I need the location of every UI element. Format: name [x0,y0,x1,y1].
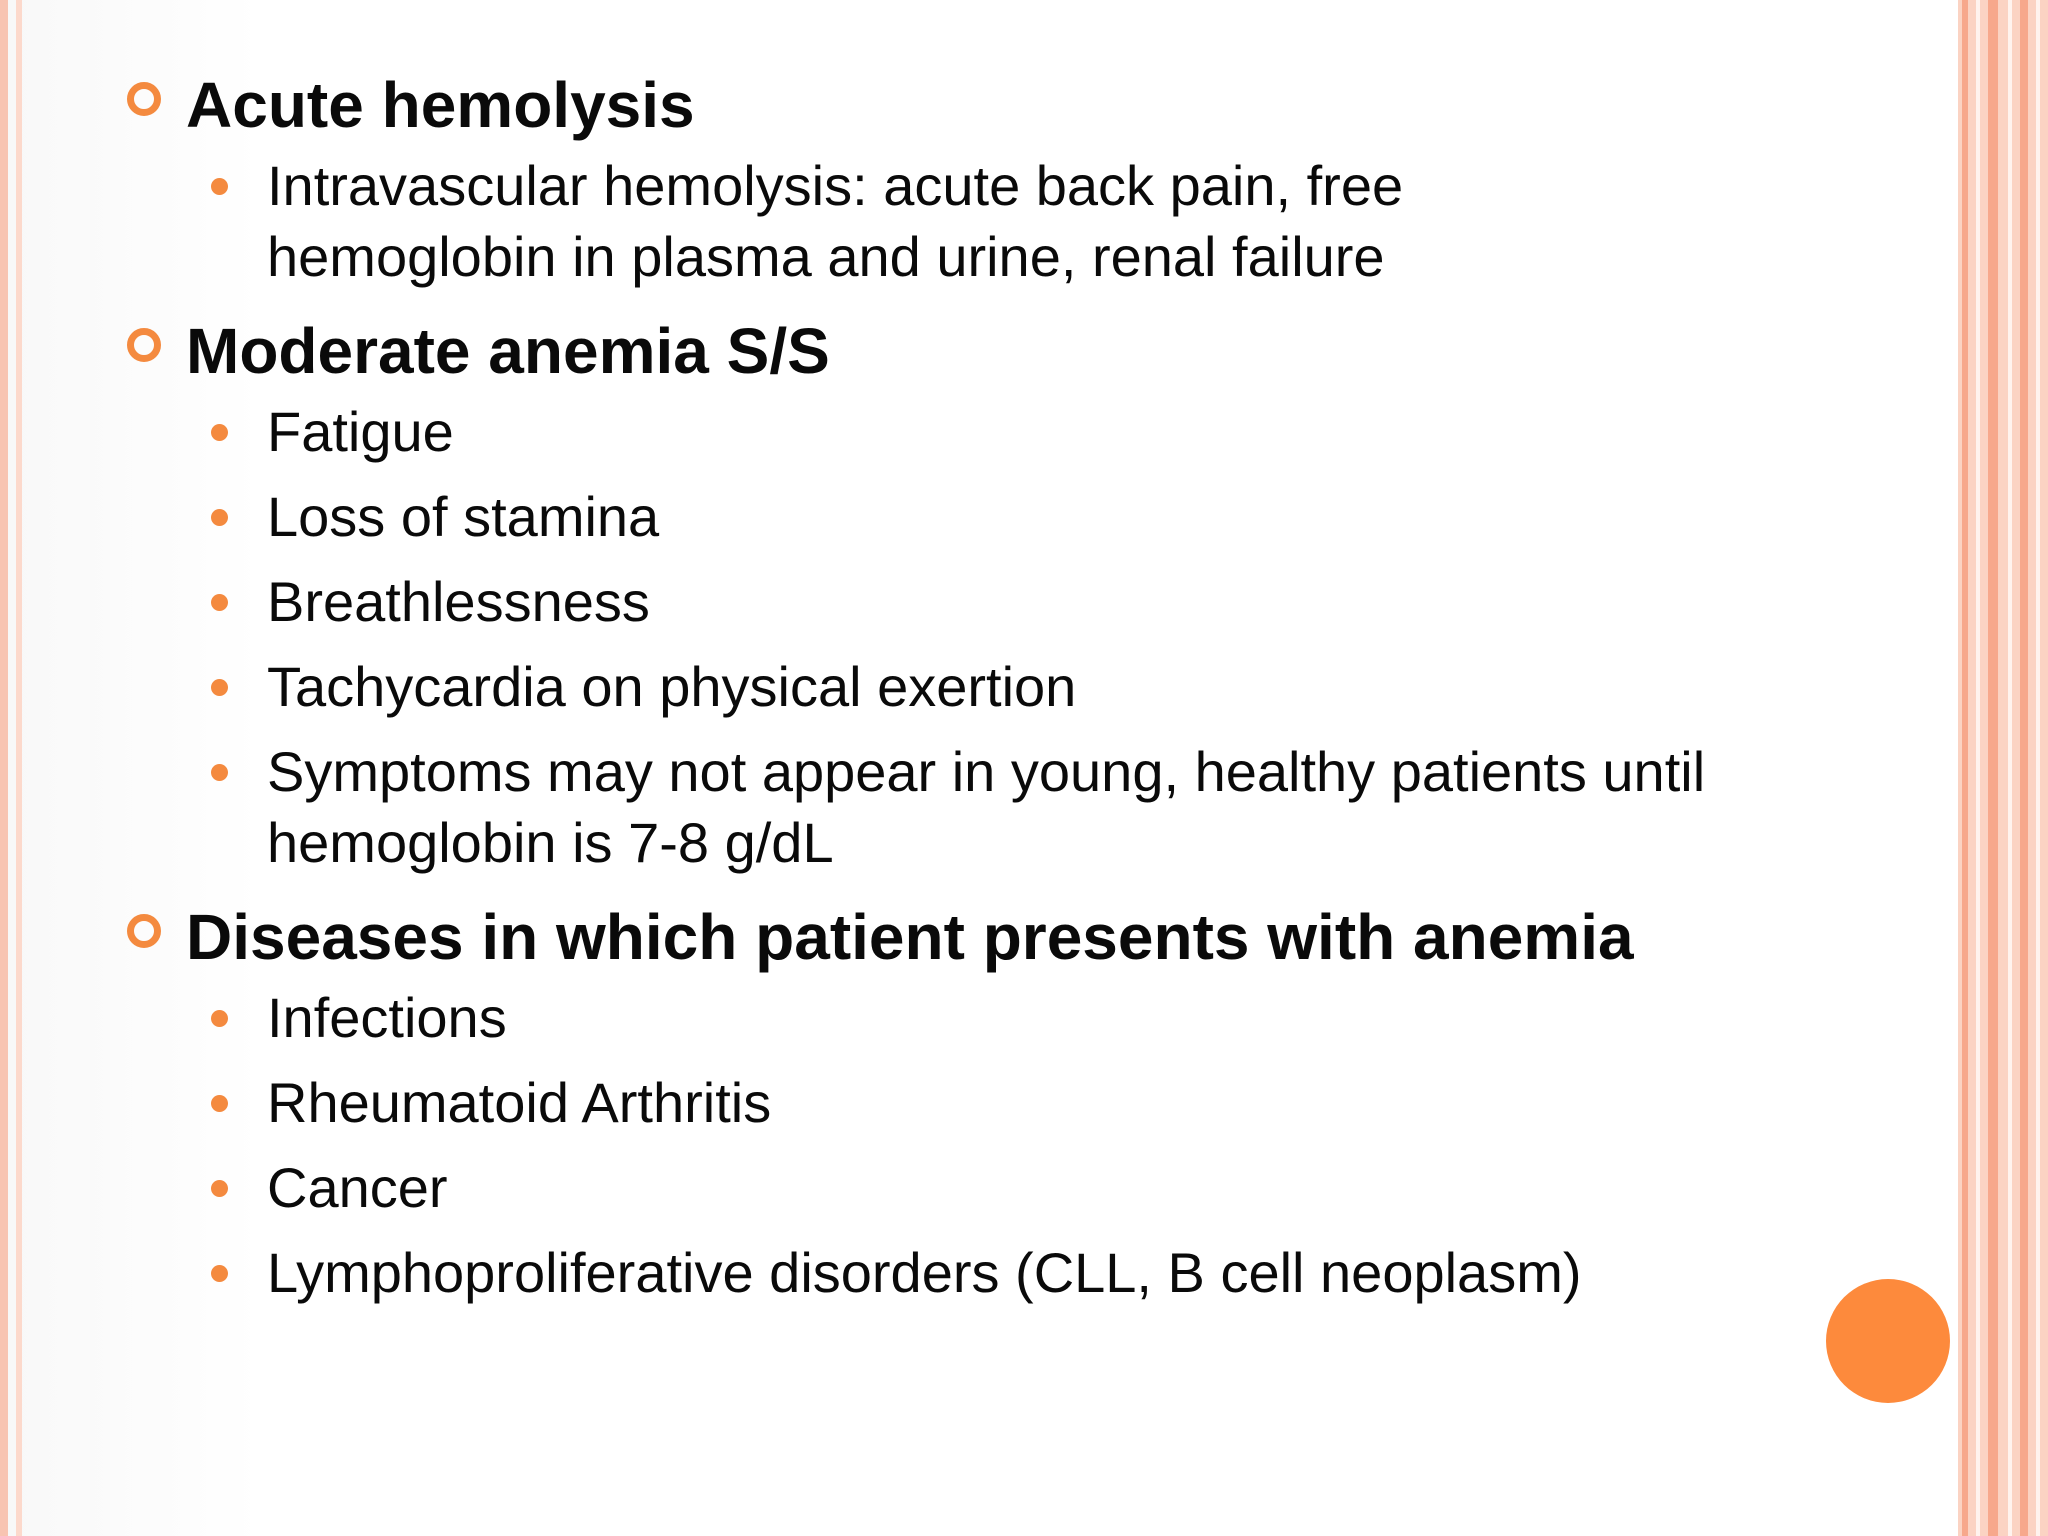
bullet-text: Breathlessness [267,570,650,633]
bullet-content [120,60,1800,1322]
ring-bullet-icon [127,328,161,362]
section-heading: Moderate anemia S/S [186,315,830,387]
section-acute-hemolysis [120,60,1800,292]
section-diseases-with-anemia [120,892,1800,1308]
sub-list [120,982,1800,1308]
dot-bullet-icon [211,1095,228,1112]
level2-bullet-item [120,1237,1800,1308]
level2-bullet-item [120,150,1647,292]
bullet-text: Cancer [267,1156,448,1219]
dot-bullet-icon [211,764,228,781]
dot-bullet-icon [211,594,228,611]
section-heading: Acute hemolysis [186,69,695,141]
sub-list [120,150,1800,292]
right-decorative-border [1958,0,2048,1536]
left-decorative-stripe-inner [16,0,22,1536]
ring-bullet-icon [127,914,161,948]
bullet-text: Rheumatoid Arthritis [267,1071,772,1134]
ring-bullet-icon [127,82,161,116]
level2-bullet-item [120,736,1847,878]
bullet-text: Intravascular hemolysis: acute back pain, free hemoglobin in plasma and urine, renal failure [267,154,1404,288]
bullet-text: Tachycardia on physical exertion [267,655,1077,718]
level2-bullet-item [120,1067,1800,1138]
level1-bullet-item [120,60,1800,150]
section-heading: Diseases in which patient presents with anemia [186,901,1634,973]
level2-bullet-item [120,651,1800,722]
dot-bullet-icon [211,1010,228,1027]
dot-bullet-icon [211,424,228,441]
left-decorative-stripe [0,0,8,1536]
dot-bullet-icon [211,679,228,696]
section-moderate-anemia [120,306,1800,878]
level2-bullet-item [120,396,1800,467]
level2-bullet-item [120,1152,1800,1223]
dot-bullet-icon [211,178,228,195]
level1-bullet-item [120,892,1800,982]
level2-bullet-item [120,566,1800,637]
bullet-text: Symptoms may not appear in young, healthy patients until hemoglobin is 7-8 g/dL [267,740,1706,874]
bullet-text: Infections [267,986,507,1049]
level1-bullet-item [120,306,1800,396]
bullet-text: Fatigue [267,400,454,463]
orange-circle-decoration [1826,1279,1950,1403]
level2-bullet-item [120,982,1800,1053]
sub-list [120,396,1800,878]
level2-bullet-item [120,481,1800,552]
bullet-text: Lymphoproliferative disorders (CLL, B cell neoplasm) [267,1241,1582,1304]
dot-bullet-icon [211,509,228,526]
dot-bullet-icon [211,1180,228,1197]
bullet-text: Loss of stamina [267,485,660,548]
dot-bullet-icon [211,1265,228,1282]
